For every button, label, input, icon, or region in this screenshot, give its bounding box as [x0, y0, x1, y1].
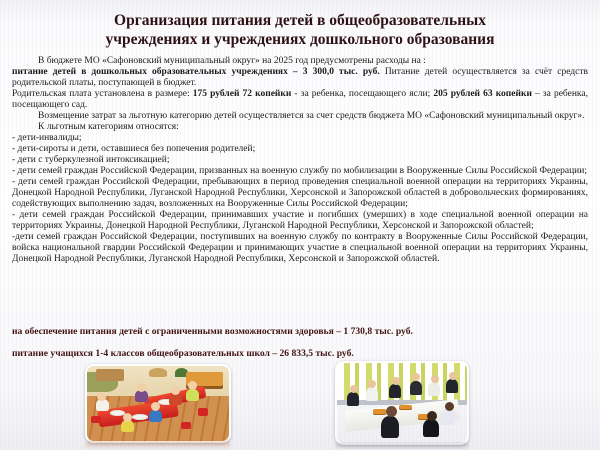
preschool-funding-amount: питание детей в дошкольных образовательных учреждениях – 3 300,0 тыс. руб. — [12, 67, 380, 77]
child-head — [97, 392, 106, 401]
benefit-category-item: -дети семей граждан Российской Федерации, поступивших на военную службу по контракту в Вооруженные Силы Российской Федерации, войска национальной гвардии Российской Федерации и принимающих участие в специальной военной операции на территориях Украины, Донецкой Народной Республики, Луганской Народной Республики, Херсонской и Запорожской областей. — [12, 232, 588, 264]
benefit-categories-heading: К льготным категориям относятся: — [38, 122, 179, 132]
preschool-funding-paragraph — [12, 67, 588, 89]
pupil — [446, 379, 458, 393]
parent-fee-intro: Родительская плата установлена в размере: — [12, 89, 193, 99]
child-head — [137, 383, 146, 392]
pupil-head — [449, 372, 457, 380]
pupil-head — [431, 375, 439, 383]
photo-reflection — [85, 441, 231, 450]
benefit-category-item: - дети семей граждан Российской Федерации, принимавших участие и погибших (умерших) в ходе специальной военной операции на территориях Украины, Донецкой Народной Республики, Луганской Народной Республики, Херсонской и Запорожской областей; — [12, 210, 588, 231]
child-head — [123, 413, 132, 422]
pupil — [389, 384, 401, 398]
slide-body — [12, 56, 588, 265]
child-head — [171, 386, 180, 395]
child-head — [188, 381, 197, 390]
basket — [149, 368, 166, 377]
slide-title: Организация питания детей в общеобразовательных учреждениях и учреждениях дошкольного образования — [105, 12, 495, 48]
pupil — [347, 392, 359, 406]
photo-school-canteen — [335, 361, 469, 445]
benefit-category-item: - дети с туберкулезной интоксикацией; — [12, 155, 170, 165]
preschool-funding-note: Питание детей осуществляется за счёт средств родительской платы, поступающей в бюджет. — [12, 67, 588, 88]
photo-reflection — [335, 443, 469, 450]
child — [149, 410, 162, 422]
child — [121, 420, 134, 432]
pupil-foreground — [441, 409, 455, 425]
benefit-category-item: - дети семей граждан Российской Федерации, пребывающих в период проведения специальной военной операции на территориях Украины, Донецкой Народной Республики, Луганской Народной Республики, Херсонской и Запорожской областей в добровольческих формированиях, содействующих выполнению задач, возложенных на Вооруженные Силы Российской Федерации; — [12, 177, 588, 209]
benefit-category-item: - дети-сироты и дети, оставшиеся без попечения родителей; — [12, 144, 256, 154]
pupil-head — [392, 377, 400, 385]
chair — [91, 416, 101, 424]
plate — [132, 414, 148, 420]
photo-kindergarten-lunch — [85, 364, 231, 443]
food-tray — [399, 405, 412, 411]
child — [186, 389, 199, 401]
pupil — [428, 382, 440, 396]
pupil — [366, 387, 378, 401]
funding-line-disabled-children: на обеспечение питания детей с ограниченными возможностями здоровья – 1 730,8 тыс. руб. — [12, 326, 413, 337]
food-tray — [373, 409, 386, 415]
child — [169, 393, 182, 405]
fee-kindergarten-amount: 205 рублей 63 копейки — [433, 89, 532, 99]
pupil — [410, 381, 422, 395]
fee-nursery-note: - за ребенка, посещающего ясли; — [291, 89, 434, 99]
child — [96, 399, 109, 411]
benefit-category-item: - дети-инвалиды; — [12, 133, 82, 143]
fee-kindergarten-note: – за ребенка, посещающего сад. — [12, 89, 588, 110]
pupil-head — [368, 380, 376, 388]
budget-intro-paragraph: В бюджете МО «Сафоновский муниципальный округ» на 2025 год предусмотрены расходы на : — [38, 56, 426, 66]
parent-fee-paragraph — [12, 89, 588, 111]
chair — [198, 408, 208, 416]
pupil-head — [350, 385, 358, 393]
pupil-head — [427, 411, 437, 421]
fee-nursery-amount: 175 рублей 72 копейки — [192, 89, 292, 99]
benefit-category-item: - дети семей граждан Российской Федерации, призванных на военную службу по мобилизации в Вооруженные Силы Российской Федерации; — [12, 166, 587, 176]
child — [135, 390, 148, 402]
compensation-paragraph: Возмещение затрат за льготную категорию детей осуществляется за счет средств бюджета МО «Сафоновский муниципальный округ». — [38, 111, 585, 121]
pupil-foreground — [423, 419, 439, 437]
cabinet — [96, 369, 124, 381]
funding-line-school-grades: питание учащихся 1-4 классов общеобразовательных школ – 26 833,5 тыс. руб. — [12, 348, 354, 359]
chair — [181, 422, 191, 430]
pupil-foreground — [381, 416, 399, 438]
child-head — [151, 402, 160, 411]
